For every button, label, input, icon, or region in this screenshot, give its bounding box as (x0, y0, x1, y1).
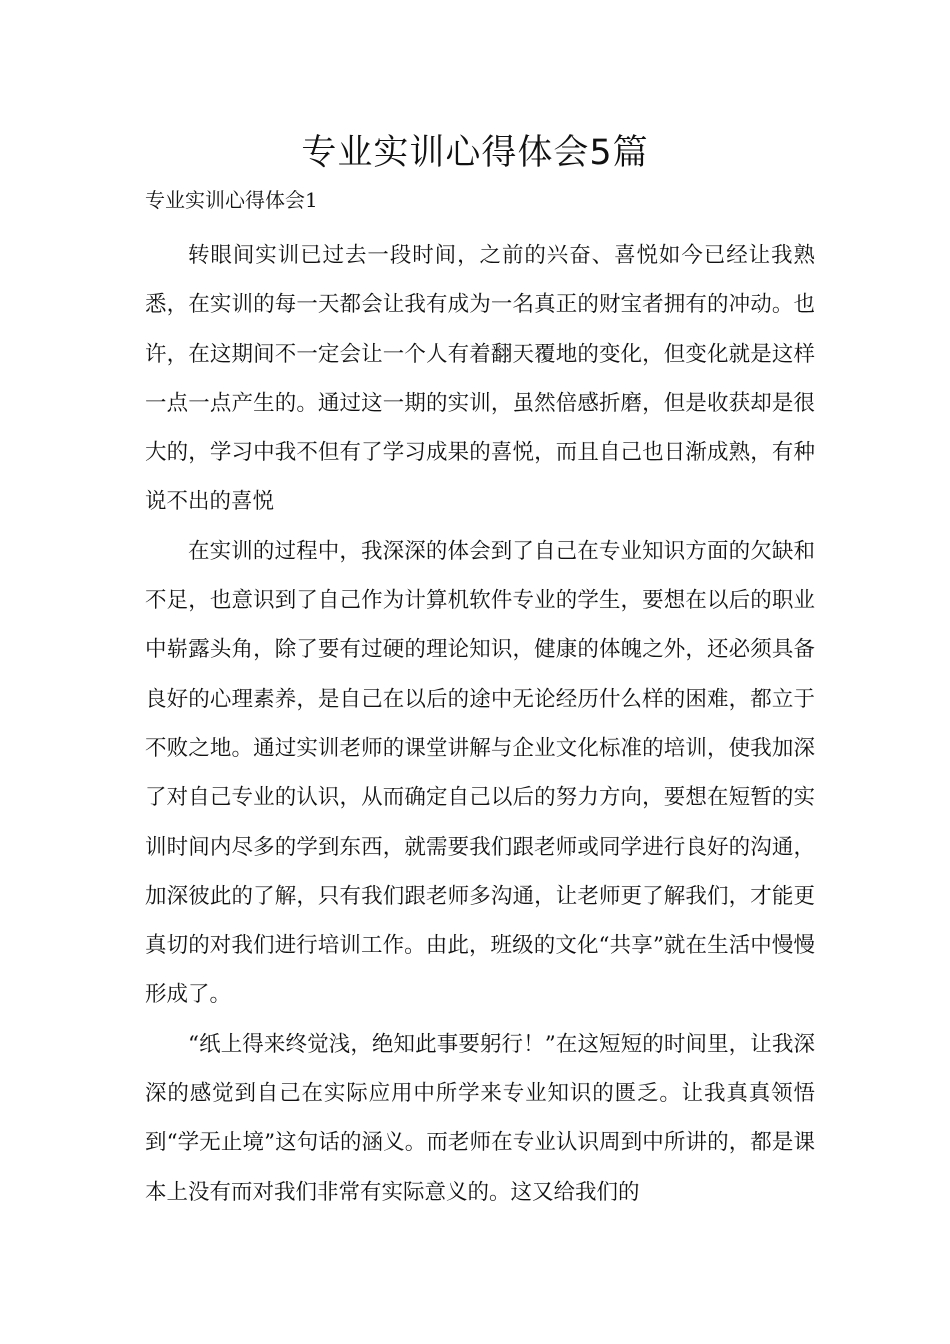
paragraph: 转眼间实训已过去一段时间，之前的兴奋、喜悦如今已经让我熟悉，在实训的每一天都会让我有成为一名真正的财宝者拥有的冲动。也许，在这期间不一定会让一个人有着翻天覆地的变化，但变化就是这样一点一点产生的。通过这一期的实训，虽然倍感折磨，但是收获却是很大的，学习中我不但有了学习成果的喜悦，而且自己也日渐成熟，有种说不出的喜悦 (145, 243, 815, 515)
paragraph: 在实训的过程中，我深深的体会到了自己在专业知识方面的欠缺和不足，也意识到了自己作为计算机软件专业的学生，要想在以后的职业中崭露头角，除了要有过硬的理论知识，健康的体魄之外，还必须具备良好的心理素养，是自己在以后的途中无论经历什么样的困难，都立于不败之地。通过实训老师的课堂讲解与企业文化标准的培训，使我加深了对自己专业的认识，从而确定自己以后的努力方向，要想在短暂的实训时间内尽多的学到东西，就需要我们跟老师或同学进行良好的沟通，加深彼此的了解，只有我们跟老师多沟通，让老师更了解我们，才能更真切的对我们进行培训工作。由此，班级的文化“共享”就在生活中慢慢形成了。 (145, 538, 815, 1008)
document-title: 专业实训心得体会5篇 (301, 133, 649, 173)
section-heading: 专业实训心得体会1 (145, 188, 318, 212)
document-body (145, 231, 815, 1217)
paragraph: “纸上得来终觉浅，绝知此事要躬行！”在这短短的时间里，让我深深的感觉到自己在实际应用中所学来专业知识的匮乏。让我真真领悟到“学无止境”这句话的涵义。而老师在专业认识周到中所讲的，都是课本上没有而对我们非常有实际意义的。这又给我们的 (145, 1031, 815, 1205)
